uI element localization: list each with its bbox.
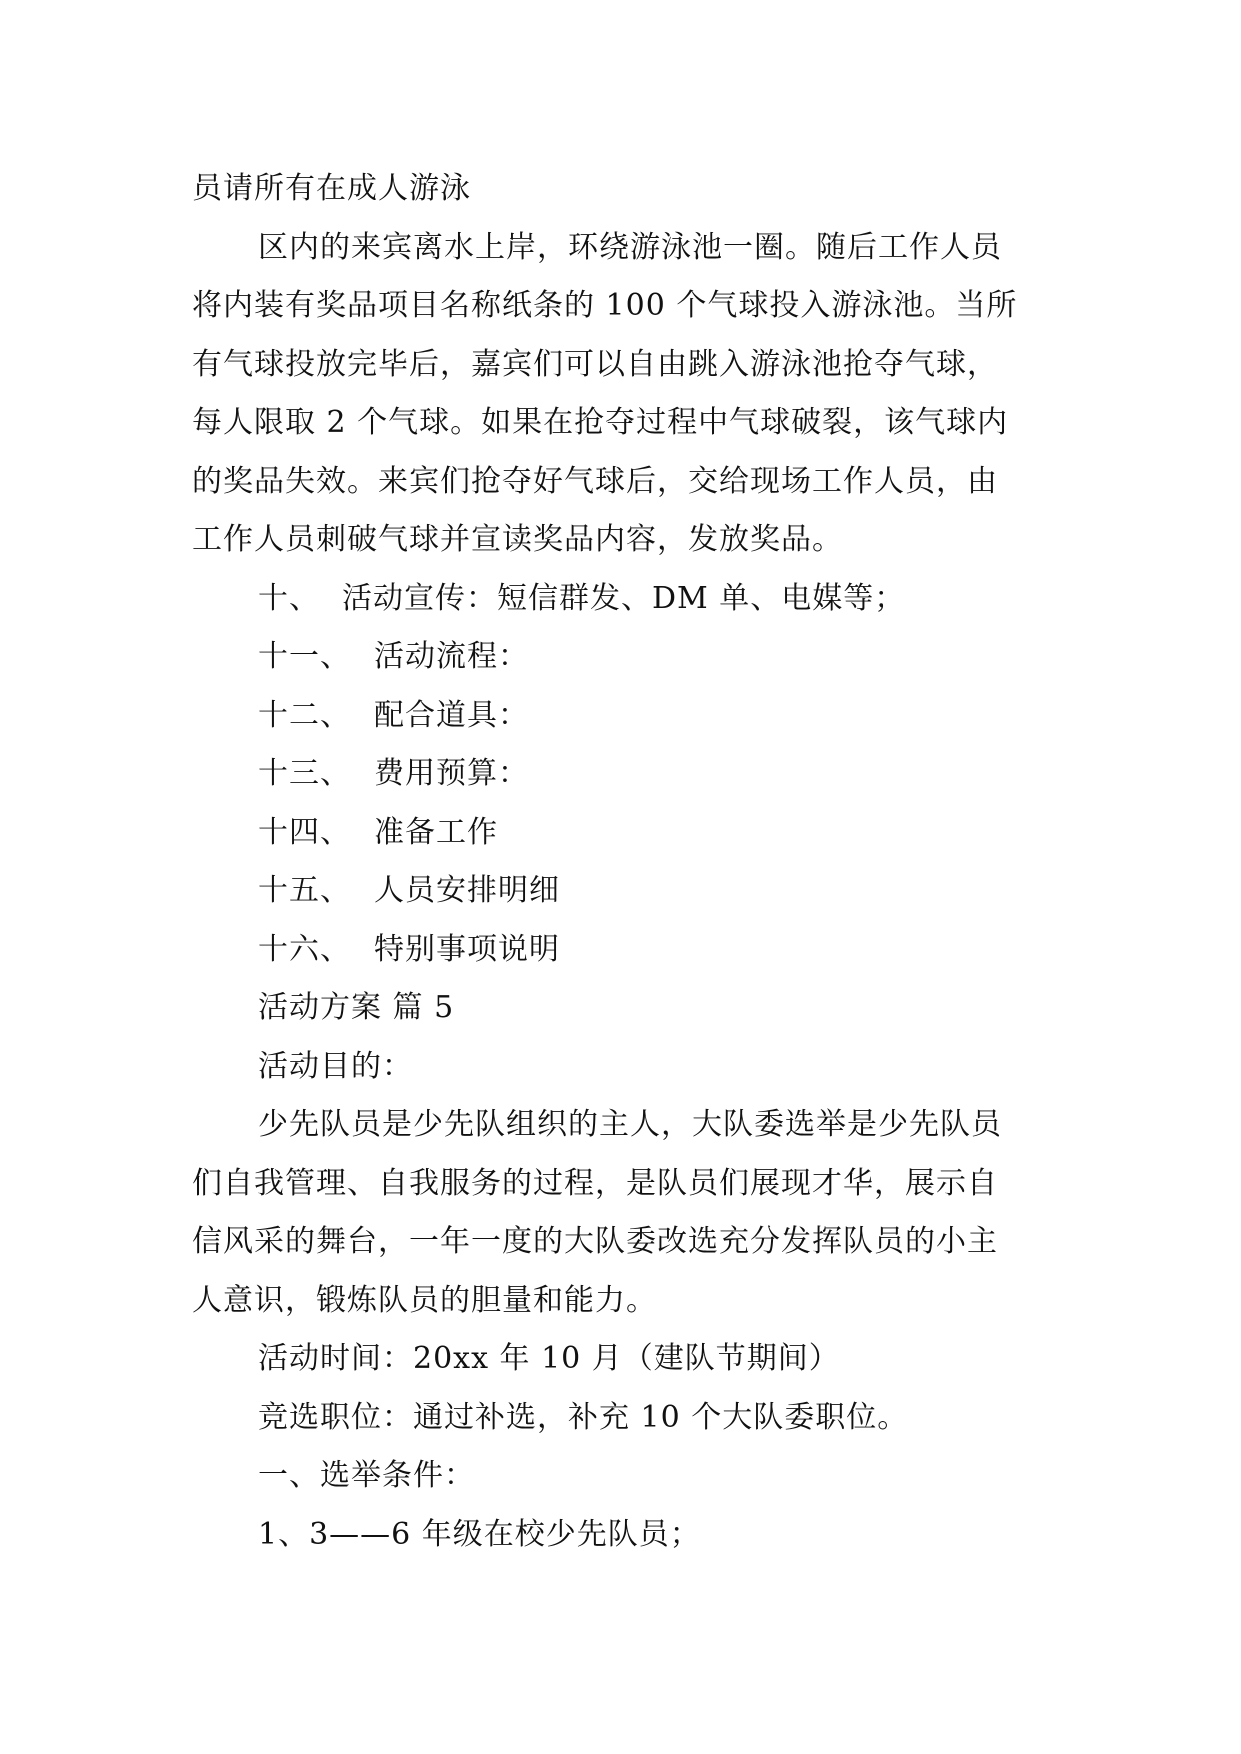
- list-item-text: 配合道具：: [374, 697, 529, 733]
- list-item-number: 十一、: [258, 639, 351, 674]
- list-item: [192, 921, 1072, 980]
- document-page: [192, 160, 1072, 1564]
- list-item-number: 十六、: [258, 931, 351, 967]
- section-heading: 活动方案 篇 5: [258, 990, 455, 1025]
- list-item-text: 活动宣传：短信群发、DM 单、电媒等；: [342, 580, 906, 616]
- text-line: 活动时间：20xx 年 10 月（建队节期间）: [258, 1341, 840, 1376]
- list-item-text: 准备工作: [374, 814, 498, 850]
- list-item: [192, 745, 1072, 804]
- list-item: [192, 570, 1072, 629]
- list-item-number: 十五、: [258, 873, 351, 908]
- list-item: [192, 628, 1072, 687]
- subheading: 活动目的：: [258, 1048, 413, 1084]
- list-item: [192, 804, 1072, 863]
- text-line: 的奖品失效。来宾们抢夺好气球后，交给现场工作人员，由: [192, 463, 998, 499]
- subheading: 一、选举条件：: [258, 1458, 475, 1493]
- list-item: [192, 687, 1072, 746]
- list-item-number: 十二、: [258, 697, 351, 733]
- text-line: 员请所有在成人游泳: [192, 171, 471, 206]
- text-line: 每人限取 2 个气球。如果在抢夺过程中气球破裂，该气球内: [192, 405, 1009, 440]
- text-line: 竞选职位：通过补选，补充 10 个大队委职位。: [258, 1399, 909, 1435]
- list-item-text: 人员安排明细: [374, 873, 560, 908]
- list-item: [192, 862, 1072, 921]
- list-item-text: 活动流程：: [374, 639, 529, 674]
- text-line: 工作人员刺破气球并宣读奖品内容，发放奖品。: [192, 522, 843, 557]
- text-line: 1、3——6 年级在校少先队员；: [258, 1516, 701, 1552]
- text-line: 少先队员是少先队组织的主人，大队委选举是少先队员: [258, 1107, 1002, 1142]
- list-item-text: 特别事项说明: [374, 931, 560, 967]
- text-line: 将内装有奖品项目名称纸条的 100 个气球投入游泳池。当所: [192, 288, 1018, 323]
- list-item-text: 费用预算：: [374, 756, 529, 791]
- text-line: 们自我管理、自我服务的过程，是队员们展现才华，展示自: [192, 1165, 998, 1201]
- text-line: 有气球投放完毕后，嘉宾们可以自由跳入游泳池抢夺气球，: [192, 346, 998, 382]
- text-line: 信风采的舞台，一年一度的大队委改选充分发挥队员的小主: [192, 1224, 998, 1259]
- text-line: 区内的来宾离水上岸，环绕游泳池一圈。随后工作人员: [258, 229, 1002, 265]
- list-item-number: 十三、: [258, 756, 351, 791]
- list-item-number: 十、: [258, 580, 320, 616]
- text-line: 人意识，锻炼队员的胆量和能力。: [192, 1282, 657, 1318]
- list-item-number: 十四、: [258, 814, 351, 850]
